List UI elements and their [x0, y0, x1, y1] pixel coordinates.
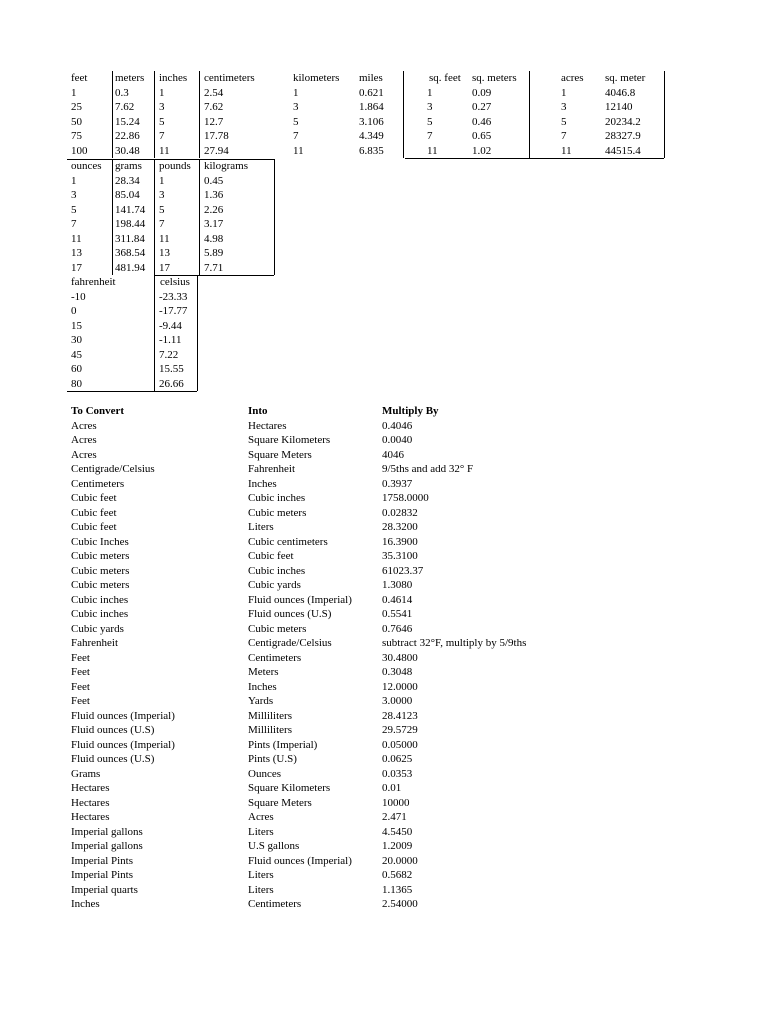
- cell-border: [199, 159, 200, 275]
- table-cell: Pints (Imperial): [248, 738, 318, 751]
- table-cell: 2.54000: [382, 898, 418, 910]
- table-cell: 11: [427, 144, 438, 157]
- table-cell: U.S gallons: [248, 840, 300, 852]
- table-cell: 1.3080: [382, 579, 413, 591]
- cell-border: [154, 159, 155, 275]
- table-cell: 0.4046: [382, 419, 413, 432]
- table-cell: 1.02: [472, 144, 492, 157]
- table-cell: 1: [427, 86, 433, 99]
- table-cell: 85.04: [115, 189, 140, 201]
- table-cell: 28.3200: [382, 521, 418, 533]
- table-cell: Fluid ounces (Imperial): [71, 709, 175, 722]
- table-cell: 0.02832: [382, 506, 418, 519]
- table-cell: 11: [159, 232, 170, 245]
- table-cell: Cubic Inches: [71, 535, 129, 548]
- table-cell: 7.62: [204, 101, 224, 113]
- table-cell: Fluid ounces (U.S): [71, 724, 155, 736]
- table-cell: 7: [427, 130, 433, 142]
- column-header-grams: grams: [115, 160, 142, 172]
- table-cell: 80: [71, 377, 82, 390]
- table-cell: 60: [71, 363, 82, 375]
- table-cell: 7: [159, 218, 165, 230]
- table-cell: Acres: [71, 448, 97, 461]
- table-cell: 15.24: [115, 115, 140, 128]
- table-cell: 9/5ths and add 32° F: [382, 463, 474, 475]
- table-cell: 0.0353: [382, 767, 413, 780]
- table-cell: Cubic inches: [248, 492, 306, 504]
- table-cell: 2.54: [204, 86, 224, 99]
- column-header-celsius: celsius: [160, 276, 190, 288]
- table-cell: Cubic feet: [248, 550, 294, 562]
- table-cell: 0.3: [115, 86, 129, 99]
- table-cell: 4046.8: [605, 86, 636, 99]
- table-cell: Fluid ounces (Imperial): [71, 738, 175, 751]
- table-cell: 1: [561, 86, 567, 99]
- table-cell: 25: [71, 101, 82, 113]
- table-cell: 15.55: [159, 363, 184, 375]
- table-cell: Inches: [248, 680, 277, 693]
- table-cell: 5: [159, 115, 165, 128]
- table-cell: 5: [427, 115, 433, 128]
- table-cell: 1: [71, 86, 77, 99]
- table-cell: 75: [71, 130, 82, 142]
- cell-border: [199, 71, 200, 158]
- table-cell: 7.71: [204, 261, 224, 274]
- table-cell: 15: [71, 319, 82, 332]
- table-cell: Cubic feet: [71, 492, 117, 504]
- table-cell: 29.5729: [382, 724, 418, 736]
- table-cell: 0.621: [359, 86, 384, 99]
- column-header-sq-meter: sq. meter: [605, 72, 646, 84]
- column-header-kilometers: kilometers: [293, 72, 340, 84]
- table-cell: 7: [561, 130, 567, 142]
- table-cell: 1.864: [359, 101, 384, 113]
- table-cell: Imperial quarts: [71, 883, 138, 896]
- table-cell: 0.05000: [382, 738, 418, 751]
- table-cell: 0.3937: [382, 477, 413, 490]
- table-cell: 11: [159, 144, 170, 157]
- table-cell: 141.74: [115, 203, 146, 216]
- column-header-multiply-by: Multiply By: [382, 405, 439, 417]
- table-cell: 28.4123: [382, 709, 418, 722]
- table-cell: Square Meters: [248, 448, 312, 461]
- column-header-acres: acres: [561, 72, 584, 84]
- table-cell: Feet: [71, 695, 90, 707]
- table-cell: 368.54: [115, 247, 146, 259]
- table-cell: 16.3900: [382, 535, 418, 548]
- table-cell: Cubic feet: [71, 521, 117, 533]
- table-cell: Grams: [71, 767, 101, 780]
- table-cell: 0.7646: [382, 622, 413, 635]
- table-bottom-border: [405, 158, 664, 159]
- table-cell: 7: [293, 130, 299, 142]
- table-cell: Acres: [71, 419, 97, 432]
- table-cell: Fluid ounces (Imperial): [248, 854, 352, 867]
- table-cell: Imperial Pints: [71, 854, 134, 867]
- table-cell: 12140: [605, 101, 633, 113]
- table-cell: Hectares: [71, 811, 110, 823]
- table-cell: Cubic yards: [71, 622, 124, 635]
- table-cell: 4.349: [359, 130, 384, 142]
- table-cell: 3.106: [359, 115, 384, 128]
- table-cell: 5: [159, 203, 165, 216]
- table-cell: Liters: [248, 869, 274, 881]
- cell-border: [197, 275, 198, 391]
- cell-border: [529, 71, 530, 158]
- table-cell: Fluid ounces (U.S): [248, 608, 332, 620]
- table-cell: 0.4614: [382, 593, 413, 606]
- table-cell: 3.17: [204, 218, 224, 230]
- table-cell: 198.44: [115, 218, 146, 230]
- table-cell: 44515.4: [605, 144, 641, 157]
- table-cell: Liters: [248, 883, 274, 896]
- table-cell: 30.48: [115, 144, 140, 157]
- table-cell: 50: [71, 115, 82, 128]
- table-cell: Imperial gallons: [71, 825, 143, 838]
- table-cell: Centimeters: [71, 477, 125, 490]
- table-cell: 4046: [382, 448, 404, 461]
- column-header-ounces: ounces: [71, 160, 102, 172]
- table-cell: 17: [159, 261, 170, 274]
- table-cell: 0.0040: [382, 434, 413, 446]
- column-header-inches: inches: [159, 72, 188, 84]
- table-cell: -1.11: [159, 334, 182, 346]
- table-cell: Hectares: [71, 782, 110, 794]
- table-cell: 1: [293, 86, 299, 99]
- table-cell: -23.33: [159, 290, 188, 303]
- table-cell: 3: [159, 189, 165, 201]
- column-header-sq-meters: sq. meters: [472, 72, 517, 84]
- cell-border: [274, 159, 275, 275]
- table-cell: Centimeters: [248, 651, 302, 664]
- table-cell: 2.26: [204, 203, 224, 216]
- table-cell: Cubic yards: [248, 579, 301, 591]
- table-cell: 6.835: [359, 144, 384, 157]
- cell-border: [154, 71, 155, 158]
- table-cell: 30: [71, 334, 82, 346]
- table-cell: 0.45: [204, 174, 224, 187]
- table-cell: 11: [561, 144, 572, 157]
- table-cell: Cubic meters: [71, 550, 130, 562]
- table-cell: 1.36: [204, 189, 224, 201]
- table-cell: 0.01: [382, 782, 402, 794]
- table-cell: 1: [159, 86, 165, 99]
- table-cell: 1.1365: [382, 883, 413, 896]
- table-cell: -17.77: [159, 305, 188, 317]
- column-header-meters: meters: [115, 72, 145, 84]
- table-cell: 3: [293, 101, 299, 113]
- table-cell: Fluid ounces (Imperial): [248, 593, 352, 606]
- table-cell: 3: [427, 101, 433, 113]
- table-cell: 5.89: [204, 247, 224, 259]
- table-cell: 0.27: [472, 101, 492, 113]
- table-cell: Cubic inches: [71, 608, 129, 620]
- table-cell: Acres: [248, 811, 274, 823]
- table-cell: 11: [293, 144, 304, 157]
- table-cell: Square Kilometers: [248, 434, 331, 446]
- table-cell: 5: [293, 115, 299, 128]
- table-cell: 5: [71, 203, 77, 216]
- table-cell: Fluid ounces (U.S): [71, 753, 155, 765]
- table-cell: 100: [71, 144, 88, 157]
- table-cell: Fahrenheit: [248, 463, 296, 475]
- table-cell: 26.66: [159, 377, 184, 390]
- table-cell: 1: [159, 174, 165, 187]
- table-cell: 3: [71, 189, 77, 201]
- column-header-centimeters: centimeters: [204, 72, 255, 84]
- table-cell: 17.78: [204, 130, 229, 142]
- table-cell: Hectares: [71, 796, 110, 809]
- cell-border: [112, 159, 113, 275]
- table-cell: 28.34: [115, 174, 140, 187]
- table-cell: 13: [71, 247, 82, 259]
- table-cell: Inches: [71, 898, 100, 910]
- table-cell: Acres: [71, 434, 97, 446]
- table-cell: 0.65: [472, 130, 492, 142]
- table-cell: Ounces: [248, 767, 281, 780]
- table-cell: 0: [71, 305, 77, 317]
- table-cell: Cubic meters: [248, 622, 307, 635]
- table-cell: Centimeters: [248, 898, 302, 910]
- table-cell: Feet: [71, 666, 90, 678]
- table-cell: 3: [159, 101, 165, 113]
- table-cell: 35.3100: [382, 550, 418, 562]
- table-cell: Inches: [248, 477, 277, 490]
- table-cell: 7.22: [159, 348, 179, 361]
- cell-border: [403, 71, 404, 158]
- table-cell: -10: [71, 290, 86, 303]
- cell-border: [154, 275, 155, 391]
- table-cell: Square Meters: [248, 796, 312, 809]
- table-cell: 3.0000: [382, 695, 413, 707]
- table-cell: 1: [71, 174, 77, 187]
- table-cell: Feet: [71, 680, 90, 693]
- table-cell: 13: [159, 247, 170, 259]
- table-cell: 1.2009: [382, 840, 413, 852]
- table-cell: 0.09: [472, 86, 492, 99]
- table-cell: 7: [159, 130, 165, 142]
- column-header-fahrenheit: fahrenheit: [71, 276, 116, 288]
- table-top-border: [67, 159, 274, 160]
- table-cell: 0.5682: [382, 869, 413, 881]
- table-cell: Centigrade/Celsius: [71, 463, 155, 475]
- table-cell: Cubic centimeters: [248, 535, 328, 548]
- table-cell: 2.471: [382, 811, 407, 823]
- table-cell: Liters: [248, 825, 274, 838]
- table-cell: Cubic inches: [71, 593, 129, 606]
- column-header-sq-feet: sq. feet: [429, 72, 461, 84]
- table-cell: Cubic meters: [248, 506, 307, 519]
- table-cell: Imperial Pints: [71, 869, 134, 881]
- table-cell: 12.0000: [382, 680, 418, 693]
- table-cell: Cubic meters: [71, 564, 130, 577]
- table-cell: Fahrenheit: [71, 637, 119, 649]
- table-cell: 61023.37: [382, 564, 424, 577]
- table-cell: 20.0000: [382, 854, 418, 867]
- table-cell: Yards: [248, 695, 274, 707]
- table-cell: Pints (U.S): [248, 753, 297, 765]
- table-cell: Milliliters: [248, 709, 292, 722]
- table-cell: 1758.0000: [382, 492, 429, 504]
- table-cell: Milliliters: [248, 724, 292, 736]
- table-cell: 45: [71, 348, 82, 361]
- table-cell: 0.0625: [382, 753, 413, 765]
- table-cell: Liters: [248, 521, 274, 533]
- column-header-miles: miles: [359, 72, 383, 84]
- table-cell: subtract 32°F, multiply by 5/9ths: [382, 637, 527, 649]
- table-cell: 4.98: [204, 232, 224, 245]
- column-header-pounds: pounds: [159, 160, 191, 172]
- table-cell: Imperial gallons: [71, 840, 143, 852]
- table-cell: 3: [561, 101, 567, 113]
- table-cell: 0.5541: [382, 608, 413, 620]
- table-cell: 0.3048: [382, 666, 413, 678]
- table-cell: Meters: [248, 666, 279, 678]
- table-cell: 17: [71, 261, 82, 274]
- column-header-kilograms: kilograms: [204, 160, 248, 172]
- table-cell: 22.86: [115, 130, 140, 142]
- table-cell: 20234.2: [605, 115, 641, 128]
- table-cell: Cubic meters: [71, 579, 130, 591]
- column-header-into: Into: [248, 405, 268, 417]
- table-cell: Square Kilometers: [248, 782, 331, 794]
- table-cell: 28327.9: [605, 130, 641, 142]
- table-cell: Cubic inches: [248, 564, 306, 577]
- table-cell: Feet: [71, 651, 90, 664]
- table-cell: -9.44: [159, 319, 182, 332]
- table-cell: 5: [561, 115, 567, 128]
- cell-border: [112, 71, 113, 158]
- column-header-feet: feet: [71, 72, 88, 84]
- table-cell: 4.5450: [382, 825, 413, 838]
- table-bottom-border: [67, 391, 197, 392]
- table-cell: 481.94: [115, 261, 146, 274]
- table-cell: 12.7: [204, 115, 224, 128]
- table-cell: 27.94: [204, 144, 229, 157]
- table-cell: Hectares: [248, 419, 287, 432]
- cell-border: [664, 71, 665, 158]
- table-cell: 10000: [382, 796, 410, 809]
- table-cell: 311.84: [115, 232, 145, 245]
- table-cell: 11: [71, 232, 82, 245]
- table-cell: 0.46: [472, 115, 492, 128]
- table-cell: Cubic feet: [71, 506, 117, 519]
- table-cell: 7.62: [115, 101, 135, 113]
- table-cell: Centigrade/Celsius: [248, 637, 332, 649]
- column-header-to-convert: To Convert: [71, 405, 125, 417]
- table-cell: 30.4800: [382, 651, 418, 664]
- table-cell: 7: [71, 218, 77, 230]
